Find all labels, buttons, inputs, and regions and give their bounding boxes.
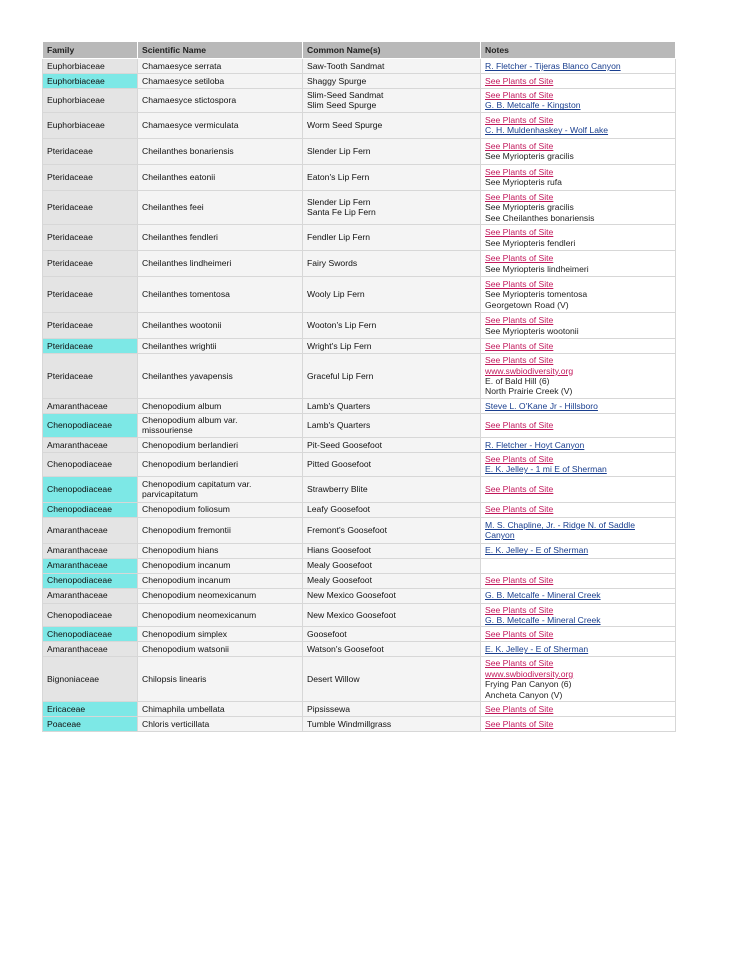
scientific-name-line: Cheilanthes wrightii [142,340,217,351]
note-link[interactable]: See Plants of Site [485,140,554,151]
table-row [43,437,676,452]
cell-family: Pteridaceae [43,164,138,190]
common-name-line: Lamb's Quarters [307,400,371,411]
note-link[interactable]: See Plants of Site [485,483,554,494]
table-row [43,225,676,251]
common-name-line: Lamb's Quarters [307,420,371,431]
cell-family: Amaranthaceae [43,399,138,414]
table-row [43,399,676,414]
cell-family: Ericaceae [43,702,138,717]
cell-family: Chenopodiaceae [43,476,138,502]
table-row [43,588,676,603]
scientific-name-line: Chenopodium neomexicanum [142,609,257,620]
note-text: See Myriopteris tomentosa [485,289,588,300]
table-row [43,502,676,517]
cell-notes [481,164,676,190]
cell-common-name [303,702,481,717]
header-notes: Notes [481,42,676,59]
cell-scientific-name [138,89,303,113]
cell-scientific-name [138,588,303,603]
note-text: Ancheta Canyon (V) [485,689,563,700]
note-link[interactable]: www.swbiodiversity.org [485,365,574,376]
scientific-name-line: Chenopodium neomexicanum [142,590,257,601]
header-family: Family [43,42,138,59]
scientific-name-line: Chenopodium album [142,400,222,411]
cell-scientific-name [138,517,303,543]
scientific-name-line: Chenopodium incanum [142,575,231,586]
common-name-line: Shaggy Spurge [307,75,367,86]
cell-family: Euphorbiaceae [43,112,138,138]
common-name-line: Goosefoot [307,629,347,640]
note-link[interactable]: www.swbiodiversity.org [485,668,574,679]
scientific-name-line: Chenopodium berlandieri [142,439,239,450]
table-row [43,702,676,717]
table-row [43,277,676,313]
cell-notes [481,354,676,399]
note-link[interactable]: G. B. Metcalfe - Mineral Creek [485,590,601,601]
scientific-name-line: Cheilanthes fendleri [142,232,218,243]
note-link[interactable]: See Plants of Site [485,420,554,431]
table-row [43,313,676,339]
cell-scientific-name [138,642,303,657]
cell-common-name [303,517,481,543]
cell-scientific-name [138,339,303,354]
cell-common-name [303,452,481,476]
cell-notes [481,138,676,164]
cell-common-name [303,138,481,164]
cell-common-name [303,543,481,558]
common-name-line: Slim-Seed Sandmat [307,90,384,100]
cell-scientific-name [138,277,303,313]
note-link[interactable]: See Plants of Site [485,114,554,125]
cell-scientific-name [138,313,303,339]
note-text: See Cheilanthes bonariensis [485,212,595,223]
scientific-name-line: Chenopodium incanum [142,560,231,571]
table-row [43,603,676,627]
cell-notes [481,717,676,732]
cell-common-name [303,502,481,517]
cell-family: Pteridaceae [43,277,138,313]
note-link[interactable]: See Plants of Site [485,191,554,202]
cell-common-name [303,603,481,627]
table-row [43,452,676,476]
cell-family: Pteridaceae [43,354,138,399]
cell-scientific-name [138,190,303,224]
common-name-line: Worm Seed Spurge [307,120,383,131]
note-link[interactable]: See Plants of Site [485,355,554,366]
cell-scientific-name [138,354,303,399]
note-link[interactable]: See Plants of Site [485,278,554,289]
scientific-name-line: Cheilanthes wootonii [142,320,222,331]
note-text: See Myriopteris gracilis [485,202,574,213]
cell-notes [481,517,676,543]
cell-scientific-name [138,543,303,558]
note-link[interactable]: See Plants of Site [485,315,554,326]
note-text: See Myriopteris gracilis [485,151,574,162]
cell-common-name [303,717,481,732]
scientific-name-line: Chimaphila umbellata [142,703,225,714]
cell-scientific-name [138,627,303,642]
cell-notes [481,89,676,113]
common-name-line: Saw-Tooth Sandmat [307,60,385,71]
cell-scientific-name [138,452,303,476]
common-name-line: Fairy Swords [307,258,358,269]
cell-scientific-name [138,702,303,717]
cell-notes [481,277,676,313]
cell-scientific-name [138,112,303,138]
table-row [43,414,676,438]
cell-common-name [303,573,481,588]
table-row [43,657,676,702]
note-text: E. of Bald Hill (6) [485,376,550,387]
cell-notes [481,558,676,573]
note-link[interactable]: See Plants of Site [485,253,554,264]
cell-scientific-name [138,251,303,277]
note-text: See Myriopteris fendleri [485,237,576,248]
cell-common-name [303,225,481,251]
note-link[interactable]: E. K. Jelley - E of Sherman [485,545,589,556]
common-name-line: Fremont's Goosefoot [307,524,387,535]
note-link[interactable]: R. Fletcher - Tijeras Blanco Canyon [485,60,621,71]
cell-notes [481,603,676,627]
note-text: See Myriopteris rufa [485,177,562,188]
note-link[interactable]: See Plants of Site [485,75,554,86]
cell-notes [481,702,676,717]
note-link[interactable]: See Plants of Site [485,703,554,714]
table-row [43,558,676,573]
header-scientific-name: Scientific Name [138,42,303,59]
cell-family: Amaranthaceae [43,558,138,573]
note-link[interactable]: See Plants of Site [485,604,554,615]
note-text: Frying Pan Canyon (6) [485,679,572,690]
table-row [43,573,676,588]
scientific-name-line: Cheilanthes lindheimeri [142,258,232,269]
common-name-line: Tumble Windmillgrass [307,718,392,729]
cell-common-name [303,89,481,113]
scientific-name-line: Chenopodium capitatum var. [142,478,252,489]
table-row [43,59,676,74]
note-link[interactable]: See Plants of Site [485,453,554,464]
cell-scientific-name [138,138,303,164]
cell-notes [481,313,676,339]
cell-common-name [303,59,481,74]
cell-family: Bignoniaceae [43,657,138,702]
note-link[interactable]: See Plants of Site [485,629,554,640]
cell-scientific-name [138,164,303,190]
note-link[interactable]: See Plants of Site [485,504,554,515]
common-name-line: Santa Fe Lip Fern [307,207,376,218]
cell-notes [481,657,676,702]
cell-scientific-name [138,399,303,414]
cell-common-name [303,437,481,452]
note-link[interactable]: See Plants of Site [485,166,554,177]
cell-notes [481,502,676,517]
cell-family: Chenopodiaceae [43,414,138,438]
common-name-line: New Mexico Goosefoot [307,590,396,601]
cell-notes [481,543,676,558]
common-name-line: Leafy Goosefoot [307,504,371,515]
table-row [43,627,676,642]
note-link[interactable]: G. B. Metcalfe - Kingston [485,100,581,111]
note-text: See Myriopteris lindheimeri [485,263,589,274]
cell-common-name [303,190,481,224]
common-name-line: Slim Seed Spurge [307,100,377,111]
note-text: Georgetown Road (V) [485,299,569,310]
cell-notes [481,225,676,251]
cell-common-name [303,558,481,573]
cell-notes [481,588,676,603]
cell-family: Euphorbiaceae [43,59,138,74]
common-name-line: New Mexico Goosefoot [307,609,396,620]
note-link[interactable]: M. S. Chapline, Jr. - Ridge N. of Saddle [485,519,635,530]
common-name-line: Pit-Seed Goosefoot [307,439,383,450]
cell-scientific-name [138,225,303,251]
cell-family: Chenopodiaceae [43,502,138,517]
note-link[interactable]: See Plants of Site [485,575,554,586]
note-link[interactable]: See Plants of Site [485,658,554,669]
table-row [43,642,676,657]
cell-notes [481,190,676,224]
cell-notes [481,414,676,438]
plant-table [42,41,676,732]
scientific-name-line: Chenopodium hians [142,545,219,556]
scientific-name-line: Chamaesyce stictospora [142,95,237,106]
common-name-line: Wooton's Lip Fern [307,320,377,331]
scientific-name-line: Chamaesyce setiloba [142,75,225,86]
cell-family: Pteridaceae [43,225,138,251]
scientific-name-line: Chamaesyce vermiculata [142,120,239,131]
cell-notes [481,399,676,414]
cell-notes [481,573,676,588]
scientific-name-line: Chenopodium watsonii [142,644,229,655]
cell-family: Pteridaceae [43,138,138,164]
common-name-line: Eaton's Lip Fern [307,172,370,183]
cell-family: Poaceae [43,717,138,732]
note-link[interactable]: See Plants of Site [485,340,554,351]
cell-family: Chenopodiaceae [43,627,138,642]
cell-notes [481,59,676,74]
scientific-name-line: Chenopodium foliosum [142,504,230,515]
common-name-line: Slender Lip Fern [307,197,371,208]
cell-scientific-name [138,603,303,627]
cell-common-name [303,277,481,313]
cell-family: Chenopodiaceae [43,573,138,588]
note-link[interactable]: R. Fletcher - Hoyt Canyon [485,439,585,450]
note-link[interactable]: E. K. Jelley - 1 mi E of Sherman [485,464,607,475]
table-body [43,59,676,732]
cell-common-name [303,642,481,657]
header-row [43,42,676,59]
cell-common-name [303,251,481,277]
cell-common-name [303,414,481,438]
cell-common-name [303,74,481,89]
scientific-name-line: Cheilanthes feei [142,202,204,213]
note-text: North Prairie Creek (V) [485,386,573,397]
cell-notes [481,452,676,476]
cell-common-name [303,354,481,399]
scientific-name-line: Chenopodium album var. [142,415,238,426]
scientific-name-line: Chenopodium berlandieri [142,459,239,470]
table-row [43,164,676,190]
table-row [43,476,676,502]
cell-notes [481,339,676,354]
note-link[interactable]: See Plants of Site [485,227,554,238]
note-link[interactable]: E. K. Jelley - E of Sherman [485,644,589,655]
cell-common-name [303,339,481,354]
cell-notes [481,476,676,502]
cell-notes [481,642,676,657]
note-text: See Myriopteris wootonii [485,325,579,336]
note-link[interactable]: See Plants of Site [485,90,554,100]
cell-notes [481,74,676,89]
cell-notes [481,112,676,138]
cell-family: Pteridaceae [43,313,138,339]
cell-common-name [303,588,481,603]
table-row [43,190,676,224]
cell-scientific-name [138,717,303,732]
common-name-line: Graceful Lip Fern [307,370,374,381]
note-link[interactable]: C. H. Muldenhaskey - Wolf Lake [485,125,609,136]
table-row [43,112,676,138]
table-row [43,89,676,113]
cell-common-name [303,627,481,642]
scientific-name-line: Chilopsis linearis [142,674,207,685]
cell-family: Amaranthaceae [43,588,138,603]
cell-family: Chenopodiaceae [43,452,138,476]
scientific-name-line: Chenopodium fremontii [142,524,231,535]
table-row [43,339,676,354]
cell-scientific-name [138,476,303,502]
cell-common-name [303,657,481,702]
table-row [43,517,676,543]
cell-notes [481,627,676,642]
cell-family: Euphorbiaceae [43,74,138,89]
scientific-name-line: Chenopodium simplex [142,629,228,640]
scientific-name-line: Chamaesyce serrata [142,60,222,71]
cell-family: Euphorbiaceae [43,89,138,113]
cell-family: Pteridaceae [43,251,138,277]
table-row [43,74,676,89]
table-row [43,717,676,732]
cell-common-name [303,399,481,414]
cell-family: Amaranthaceae [43,517,138,543]
scientific-name-line: missouriense [142,425,193,436]
cell-notes [481,437,676,452]
table-row [43,138,676,164]
note-link[interactable]: See Plants of Site [485,718,554,729]
scientific-name-line: parvicapitatum [142,489,198,500]
common-name-line: Slender Lip Fern [307,146,371,157]
common-name-line: Fendler Lip Fern [307,232,371,243]
cell-notes [481,251,676,277]
cell-scientific-name [138,74,303,89]
common-name-line: Desert Willow [307,674,360,685]
cell-family: Pteridaceae [43,339,138,354]
cell-scientific-name [138,573,303,588]
table-row [43,251,676,277]
cell-family: Pteridaceae [43,190,138,224]
cell-scientific-name [138,414,303,438]
cell-common-name [303,476,481,502]
header-common-name: Common Name(s) [303,42,481,59]
note-link[interactable]: Canyon [485,530,515,541]
scientific-name-line: Cheilanthes yavapensis [142,370,233,381]
table-row [43,543,676,558]
scientific-name-line: Cheilanthes eatonii [142,172,216,183]
table-row [43,354,676,399]
cell-common-name [303,112,481,138]
cell-common-name [303,164,481,190]
cell-scientific-name [138,437,303,452]
common-name-line: Pipsissewa [307,703,350,714]
common-name-line: Mealy Goosefoot [307,560,372,571]
note-link[interactable]: Steve L. O'Kane Jr - Hillsboro [485,400,598,411]
cell-family: Amaranthaceae [43,437,138,452]
common-name-line: Wright's Lip Fern [307,340,372,351]
cell-family: Amaranthaceae [43,642,138,657]
common-name-line: Pitted Goosefoot [307,459,372,470]
scientific-name-line: Chloris verticillata [142,718,210,729]
cell-scientific-name [138,657,303,702]
cell-scientific-name [138,558,303,573]
note-link[interactable]: G. B. Metcalfe - Mineral Creek [485,615,601,626]
scientific-name-line: Cheilanthes tomentosa [142,289,230,300]
scientific-name-line: Cheilanthes bonariensis [142,146,234,157]
cell-scientific-name [138,59,303,74]
cell-family: Chenopodiaceae [43,603,138,627]
common-name-line: Watson's Goosefoot [307,644,384,655]
cell-family: Amaranthaceae [43,543,138,558]
common-name-line: Mealy Goosefoot [307,575,372,586]
common-name-line: Hians Goosefoot [307,545,372,556]
common-name-line: Strawberry Blite [307,483,368,494]
common-name-line: Wooly Lip Fern [307,289,365,300]
cell-common-name [303,313,481,339]
cell-scientific-name [138,502,303,517]
